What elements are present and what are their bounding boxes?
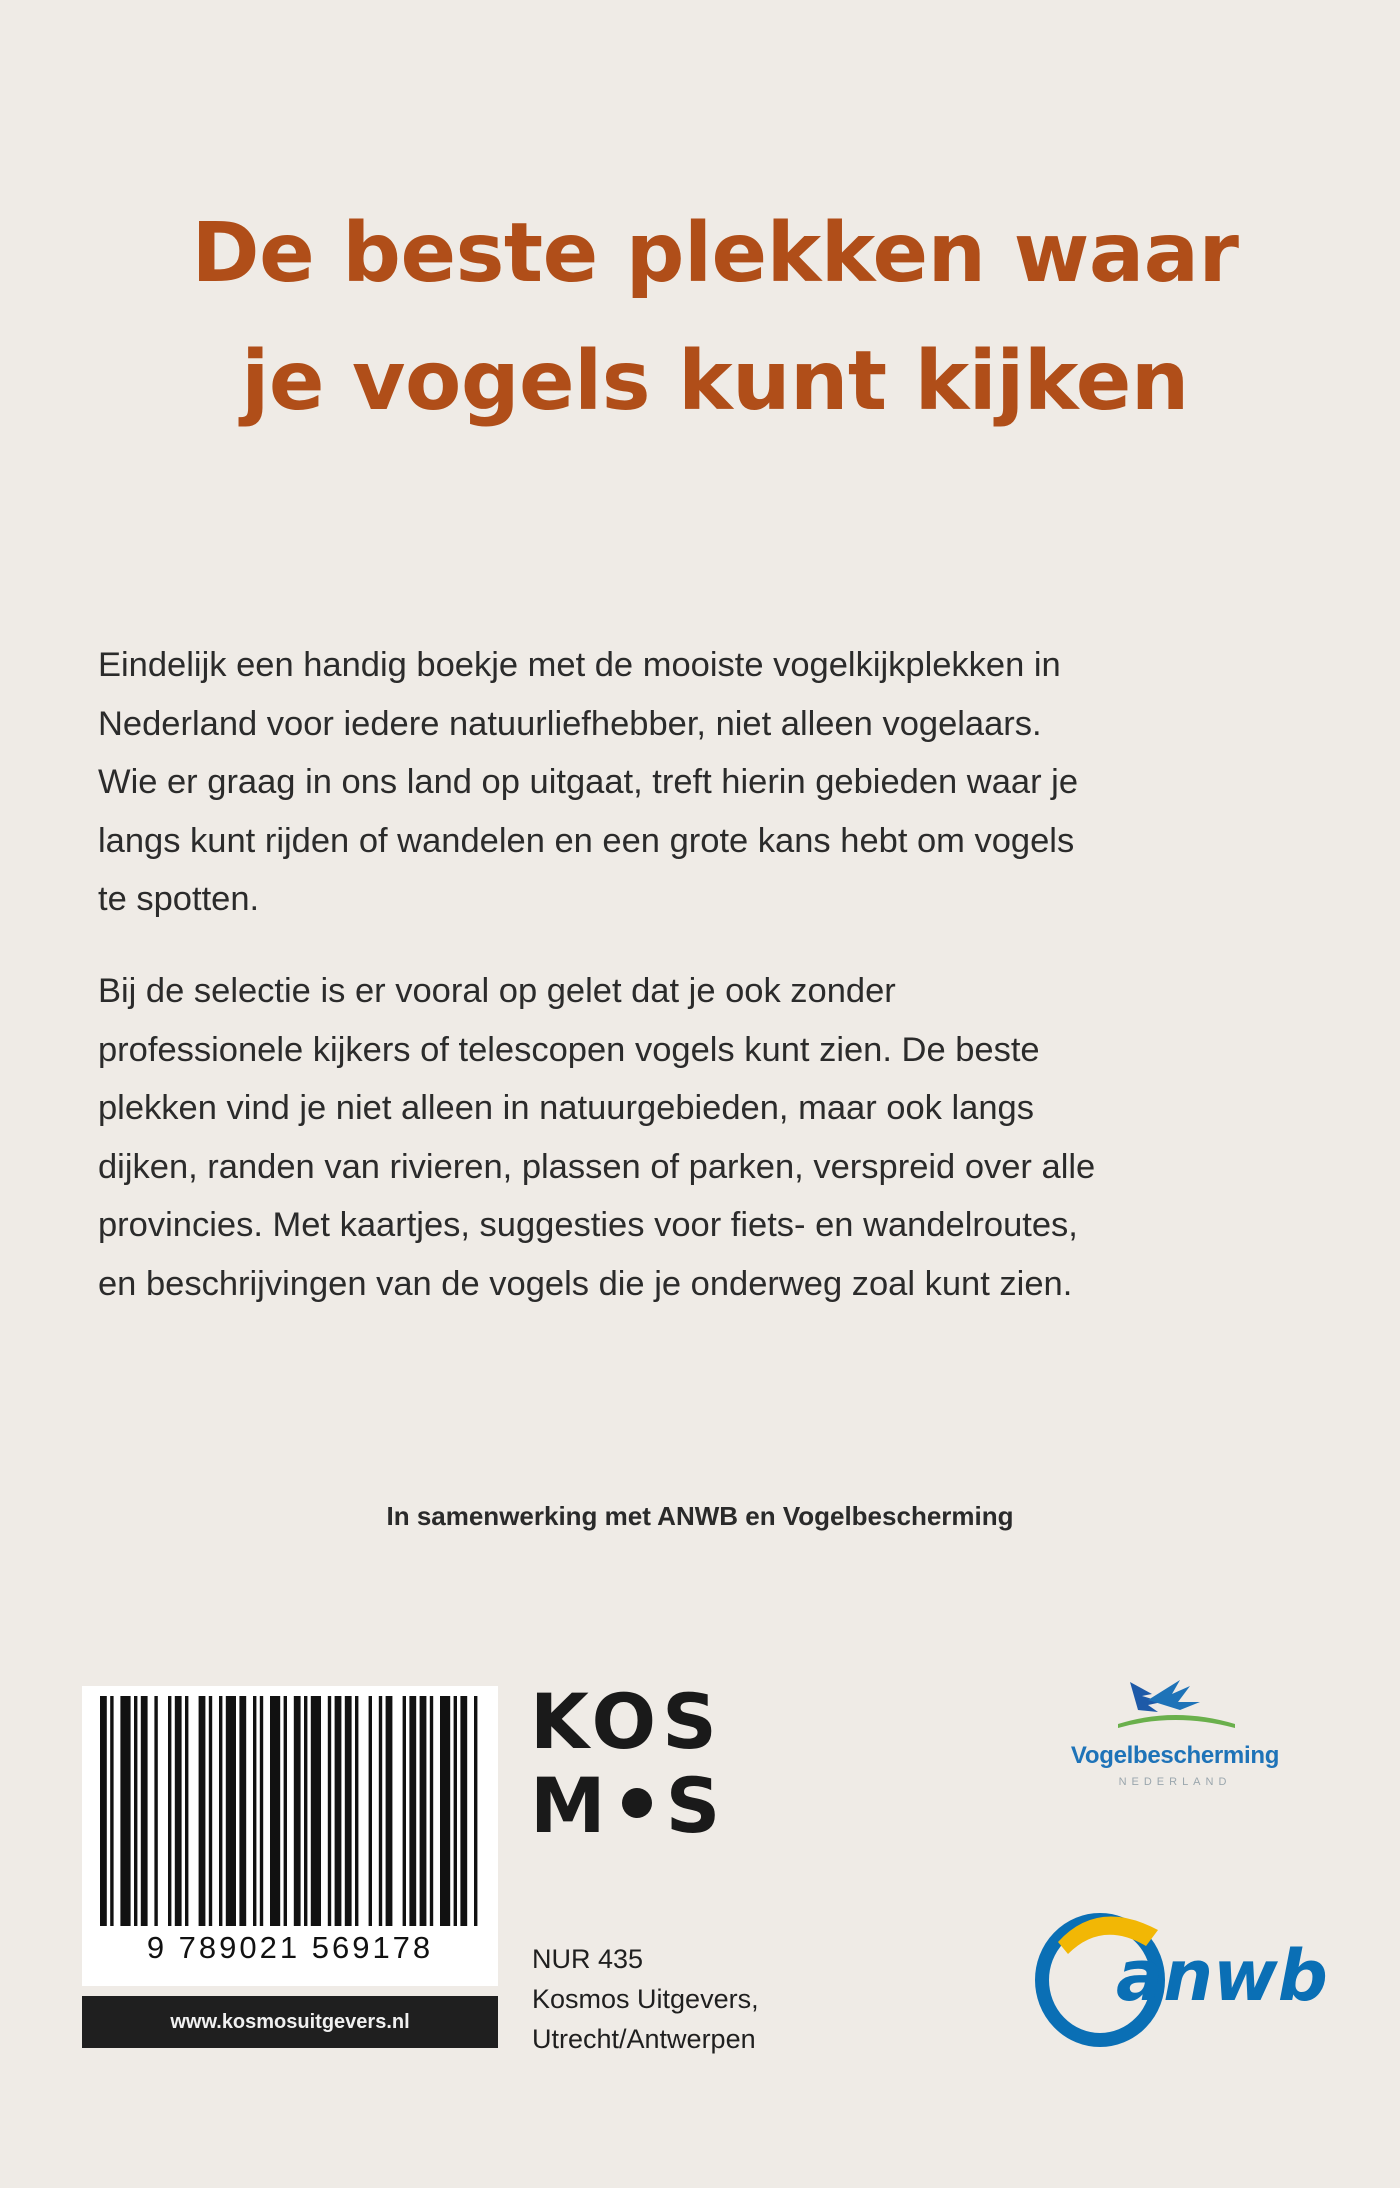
publisher-info: [532, 1939, 759, 2059]
paragraph-line: Wie er graag in ons land op uitgaat, treft hierin gebieden waar je: [98, 763, 1079, 801]
kosmos-logo-s: S: [665, 1761, 727, 1850]
kosmos-logo: [530, 1677, 727, 1850]
title-line-2: je vogels kunt kijken: [241, 334, 1189, 429]
partnership-credit: In samenwerking met ANWB en Vogelbescherming: [386, 1501, 1014, 1531]
paragraph-line: dijken, randen van rivieren, plassen of parken, verspreid over alle: [98, 1147, 1096, 1186]
vogelbescherming-subtitle: NEDERLAND: [1118, 1776, 1232, 1788]
paragraph-line: provincies. Met kaartjes, suggesties voor fiets- en wandelroutes,: [98, 1206, 1078, 1244]
paragraph-line: Bij de selectie is er vooral op gelet dat je ook zonder: [98, 972, 896, 1010]
kosmos-logo-m: M: [530, 1761, 612, 1850]
paragraph-line: te spotten.: [98, 880, 260, 918]
paragraph-line: plekken vind je niet alleen in natuurgebieden, maar ook langs: [98, 1089, 1034, 1127]
vogelbescherming-name: Vogelbescherming: [1070, 1742, 1280, 1769]
title-line-1: De beste plekken waar: [191, 206, 1239, 301]
anwb-logo: [1028, 1900, 1328, 2050]
isbn-barcode: [82, 1686, 498, 1986]
nur-code: NUR 435: [532, 1944, 644, 1974]
paragraph-line: professionele kijkers of telescopen vogels kunt zien. De beste: [98, 1030, 1040, 1069]
publisher-website: www.kosmosuitgevers.nl: [82, 1996, 498, 2048]
paragraph-line: Nederland voor iedere natuurliefhebber, niet alleen vogelaars.: [98, 704, 1042, 743]
kosmos-logo-line-2: [530, 1761, 727, 1850]
vogelbescherming-bird-icon: [1030, 1672, 1320, 1742]
kosmos-dot-icon: [622, 1788, 652, 1818]
description-paragraph-2: [98, 962, 1338, 1313]
paragraph-line: en beschrijvingen van de vogels die je onderweg zoal kunt zien.: [98, 1264, 1073, 1303]
kosmos-logo-line-1: KOS: [530, 1677, 723, 1766]
anwb-wordmark: anwb: [1116, 1935, 1328, 2017]
isbn-number: 9 789021 569178: [82, 1926, 498, 1970]
paragraph-line: langs kunt rijden of wandelen en een grote kans hebt om vogels: [98, 821, 1075, 860]
publisher-city: Utrecht/Antwerpen: [532, 2024, 756, 2054]
description-paragraph-1: [98, 636, 1338, 929]
paragraph-line: Eindelijk een handig boekje met de mooiste vogelkijkplekken in: [98, 646, 1061, 684]
book-title: [100, 190, 1330, 446]
publisher-name: Kosmos Uitgevers,: [532, 1984, 759, 2014]
